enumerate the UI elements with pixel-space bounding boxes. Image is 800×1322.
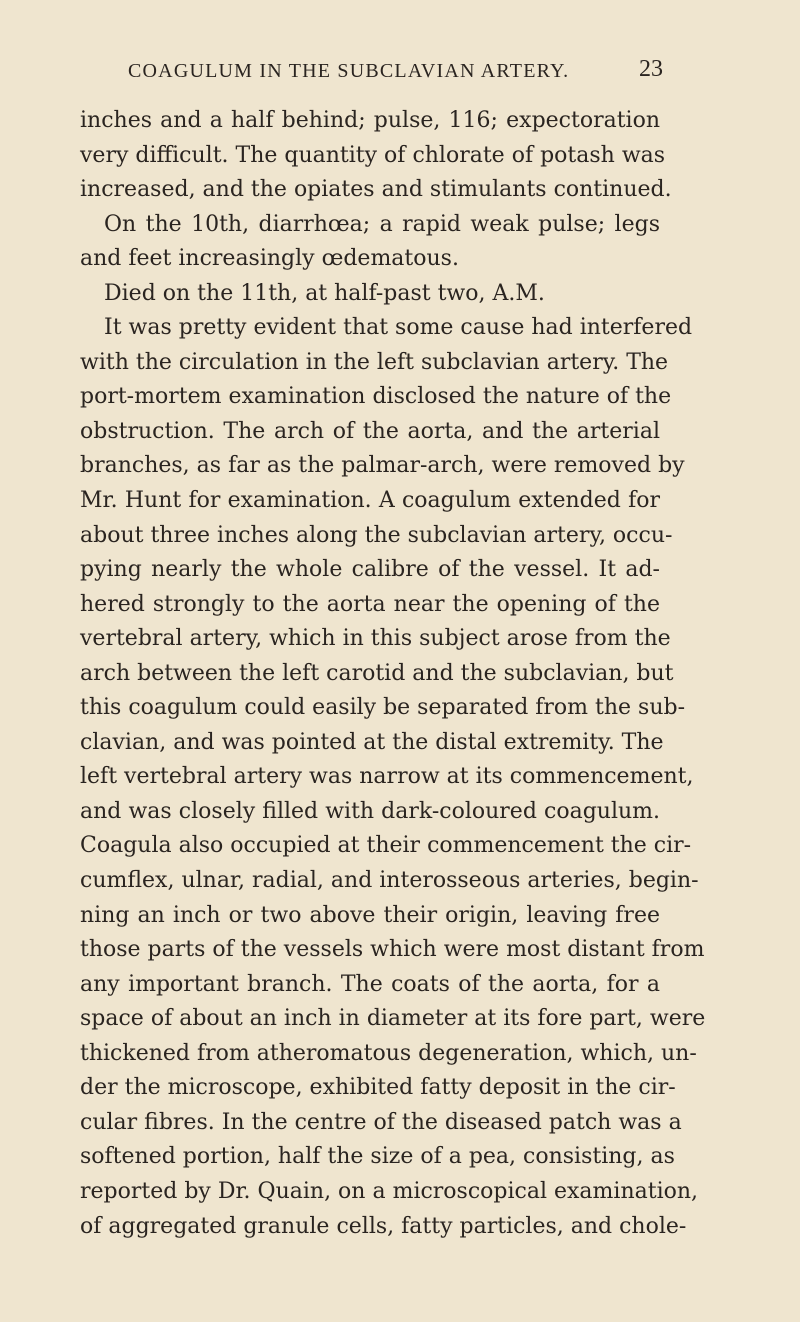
text-line: softened portion, half the size of a pea, consisting, as <box>80 1144 675 1170</box>
running-head <box>128 54 663 88</box>
text-line: this coagulum could easily be separated from the sub- <box>80 695 686 721</box>
text-line: and was closely filled with dark-coloured coagulum. <box>80 798 660 824</box>
page-number: 23 <box>639 56 663 82</box>
text-line: very difficult. The quantity of chlorate of potash was <box>80 142 666 168</box>
text-line: of aggregated granule cells, fatty particles, and chole- <box>80 1213 687 1239</box>
text-line: left vertebral artery was narrow at its commencement, <box>80 764 694 790</box>
text-line: and feet increasingly œdematous. <box>80 246 459 272</box>
body-text <box>80 104 706 1244</box>
text-line: arch between the left carotid and the subclavian, but <box>80 660 674 686</box>
text-line: space of about an inch in diameter at its fore part, were <box>80 1006 706 1032</box>
text-line: about three inches along the subclavian artery, occu- <box>80 522 673 548</box>
text-line: with the circulation in the left subclavian artery. The <box>80 349 669 375</box>
running-head-title: COAGULUM IN THE SUBCLAVIAN ARTERY. <box>128 60 570 82</box>
text-line: thickened from atheromatous degeneration, which, un- <box>80 1040 697 1066</box>
text-line: obstruction. The arch of the aorta, and the arterial <box>80 418 660 444</box>
text-line: those parts of the vessels which were most distant from <box>80 937 705 963</box>
text-line: It was pretty evident that some cause had interfered <box>104 315 693 341</box>
text-line: Mr. Hunt for examination. A coagulum extended for <box>80 488 660 514</box>
text-line: pying nearly the whole calibre of the vessel. It ad- <box>80 557 660 583</box>
text-line: inches and a half behind; pulse, 116; expectoration <box>80 108 660 133</box>
text-line: Coagula also occupied at their commencement the cir- <box>80 833 692 859</box>
text-line: hered strongly to the aorta near the opening of the <box>80 591 660 617</box>
text-line: reported by Dr. Quain, on a microscopical examination, <box>80 1178 699 1204</box>
text-line: cular fibres. In the centre of the diseased patch was a <box>80 1109 682 1135</box>
text-line: vertebral artery, which in this subject arose from the <box>80 626 671 652</box>
text-line: port-mortem examination disclosed the nature of the <box>80 384 672 410</box>
text-line: branches, as far as the palmar-arch, were removed by <box>80 453 685 479</box>
text-line: cumflex, ulnar, radial, and interosseous arteries, begin- <box>80 868 699 894</box>
text-line: On the 10th, diarrhœa; a rapid weak pulse; legs <box>104 211 660 237</box>
text-line: clavian, and was pointed at the distal extremity. The <box>80 729 664 755</box>
text-line: Died on the 11th, at half-past two, A.M. <box>104 280 545 306</box>
text-line: der the microscope, exhibited fatty deposit in the cir- <box>80 1075 676 1101</box>
text-line: any important branch. The coats of the aorta, for a <box>80 971 660 997</box>
text-line: ning an inch or two above their origin, leaving free <box>80 902 660 928</box>
text-line: increased, and the opiates and stimulants continued. <box>80 177 672 203</box>
